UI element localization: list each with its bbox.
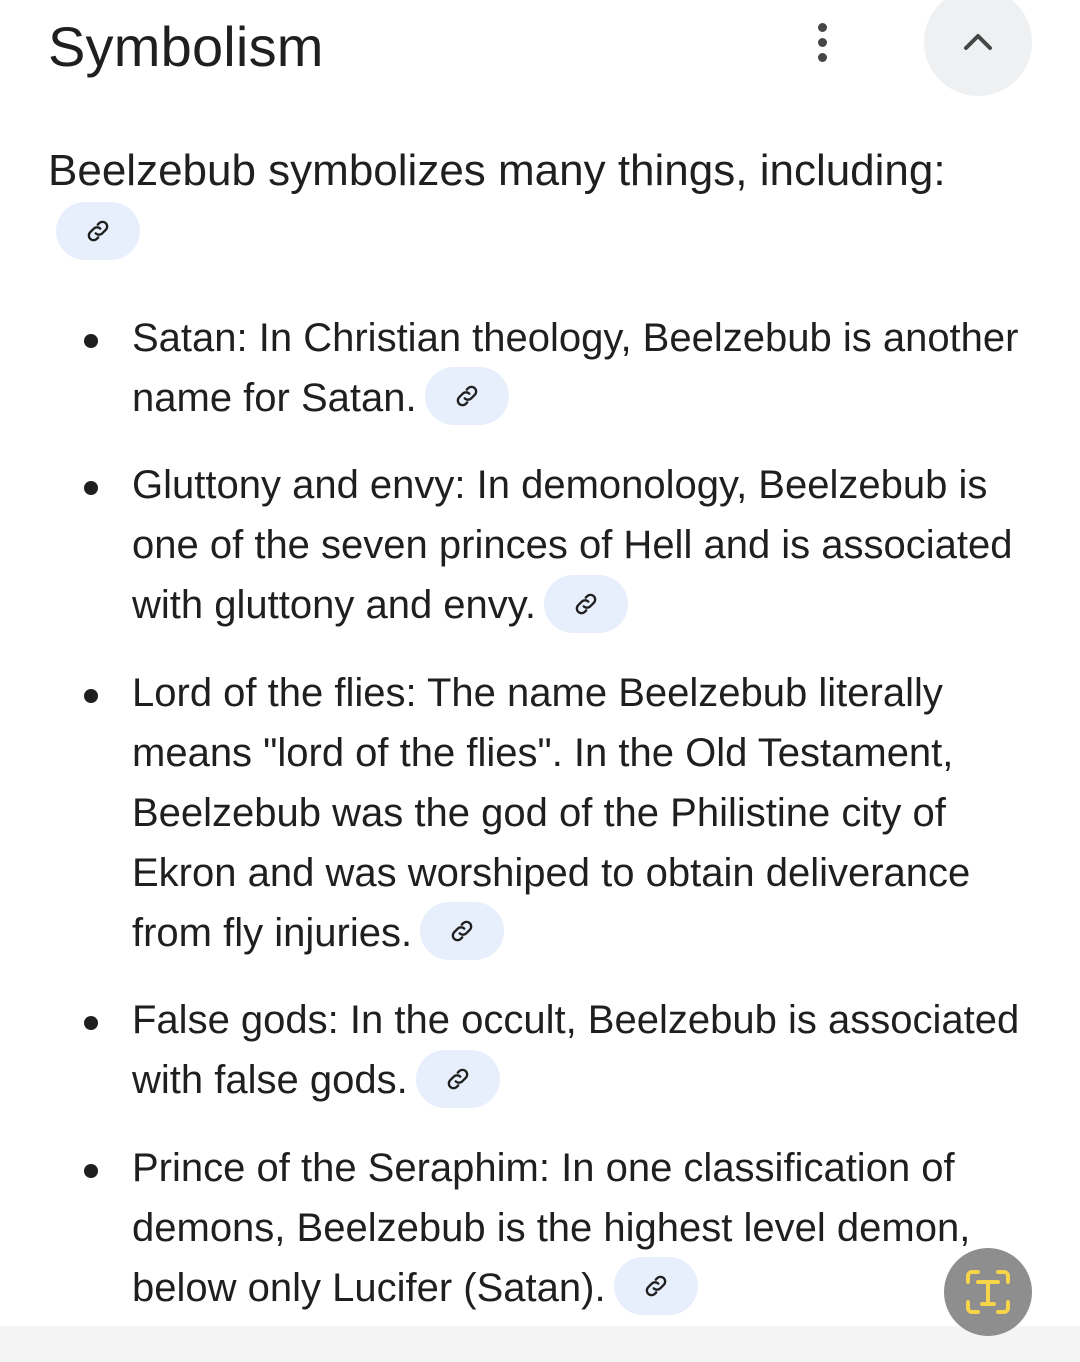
symbolism-list — [48, 308, 1038, 1345]
more-vert-icon-dot — [818, 38, 827, 47]
source-link-chip[interactable] — [614, 1257, 698, 1315]
bottom-bar — [0, 1326, 1080, 1362]
collapse-button[interactable] — [924, 0, 1032, 96]
bullet — [84, 1016, 98, 1030]
list-item — [48, 455, 1038, 636]
bullet — [84, 481, 98, 495]
link-icon — [444, 1065, 472, 1093]
chevron-up-icon — [958, 22, 998, 62]
link-icon — [453, 382, 481, 410]
more-vert-icon-dot — [818, 53, 827, 62]
more-vert-icon — [818, 23, 827, 32]
intro-text: Beelzebub symbolizes many things, including: — [48, 146, 946, 195]
link-icon — [642, 1272, 670, 1300]
source-link-chip[interactable] — [56, 202, 140, 260]
bullet — [84, 334, 98, 348]
text-select-icon — [960, 1264, 1016, 1320]
list-item-text: Lord of the flies: The name Beelzebub literally means "lord of the flies". In the Old Testament, Beelzebub was the god of the Philistine city of Ekron and was worshiped to obtain deliverance from fly injuries. — [132, 670, 971, 955]
link-icon — [572, 590, 600, 618]
more-options-button[interactable] — [797, 14, 847, 70]
source-link-chip[interactable] — [425, 367, 509, 425]
section-title: Symbolism — [48, 15, 324, 78]
link-icon — [448, 917, 476, 945]
list-item — [48, 663, 1038, 964]
list-item-text: Satan: In Christian theology, Beelzebub is another name for Satan. — [132, 316, 1019, 420]
list-item-text: Gluttony and envy: In demonology, Beelzebub is one of the seven princes of Hell and is associated with gluttony and envy. — [132, 463, 1013, 628]
list-item — [48, 308, 1038, 429]
intro-paragraph — [48, 140, 948, 264]
list-item — [48, 1138, 1038, 1319]
source-link-chip[interactable] — [416, 1050, 500, 1108]
section-header — [0, 0, 1080, 100]
bullet — [84, 1164, 98, 1178]
list-item-text: Prince of the Seraphim: In one classification of demons, Beelzebub is the highest level demon, below only Lucifer (Satan). — [132, 1145, 971, 1310]
list-item-text: False gods: In the occult, Beelzebub is associated with false gods. — [132, 998, 1020, 1103]
source-link-chip[interactable] — [420, 902, 504, 960]
list-item — [48, 990, 1038, 1111]
link-icon — [84, 217, 112, 245]
bullet — [84, 689, 98, 703]
source-link-chip[interactable] — [544, 575, 628, 633]
text-select-button[interactable] — [944, 1248, 1032, 1336]
